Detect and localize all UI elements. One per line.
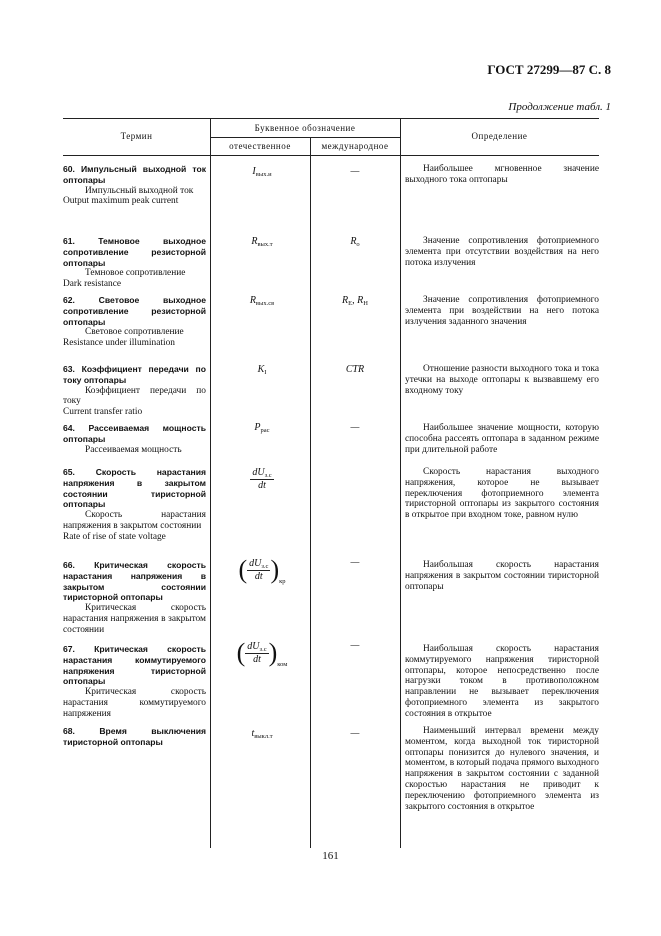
term-cell <box>63 236 206 290</box>
definition-cell: Наименьший интервал времени между моментом, когда выходной ток тиристорной оптопары понизится до нулевого значения, и моментом, в который подача прямого выходного напряжения в закрытом состоянии с заданной скоростью нарастания не приводит к переключению фотоприемного элемента из закрытого состояния в открытое <box>405 726 599 812</box>
fraction-denominator: dt <box>254 571 263 582</box>
domestic-symbol-cell <box>212 166 312 178</box>
international-symbol-cell <box>310 295 400 307</box>
symbol-subscript: о <box>356 241 360 248</box>
symbol <box>252 166 271 177</box>
domestic-symbol-cell <box>212 467 312 491</box>
term-cell <box>63 726 206 748</box>
international-symbol-cell <box>310 422 400 433</box>
right-paren: ) <box>268 638 278 667</box>
domestic-symbol-cell <box>212 236 312 248</box>
definition-cell: Значение сопротивления фотоприемного элемента при отсутствии воздействия на него потока излучения <box>405 236 599 268</box>
symbol-subscript: рас <box>260 427 270 434</box>
symbol <box>258 364 267 375</box>
definition-cell: Наибольшее мгновенное значение выходного тока оптопары <box>405 164 599 185</box>
left-paren: ( <box>238 555 248 584</box>
term-synonym: Световое сопротивление <box>85 327 184 338</box>
term-name: 60. Импульсный выходной ток оптопары <box>63 164 206 185</box>
symbol: — <box>350 557 360 568</box>
term-synonym: Темновое сопротивление <box>85 268 186 279</box>
definition-column-header: Определение <box>471 131 528 141</box>
letter-designation-header: Буквенное обозначение <box>254 123 356 133</box>
parenthesized-derivative <box>238 557 285 583</box>
symbol-main: R <box>251 236 258 247</box>
left-paren: ( <box>236 638 246 667</box>
symbol: — <box>350 640 360 651</box>
term-cell <box>63 295 206 349</box>
term-synonym: Current transfer ratio <box>63 407 143 418</box>
term-synonym: Коэффициент передачи по току <box>63 385 206 407</box>
table-continuation-label: Продолжение табл. 1 <box>508 101 611 113</box>
right-paren: ) <box>270 555 280 584</box>
symbol <box>251 728 272 739</box>
page-number: 161 <box>322 850 339 862</box>
parenthesized-derivative <box>237 640 288 666</box>
symbol-subscript: вых.и <box>255 171 272 178</box>
domestic-column-header: отечественное <box>229 141 291 151</box>
symbol-subscript: вых.св <box>255 300 275 307</box>
symbol-subscript: I <box>264 369 267 376</box>
international-symbol-cell <box>310 640 400 651</box>
term-synonym: Критическая скорость нарастания напряжения в закрытом состоянии <box>63 603 206 635</box>
international-symbol-cell <box>310 364 400 375</box>
domestic-symbol-cell <box>212 422 312 434</box>
symbol-subscript: выкл.т <box>254 733 273 740</box>
definition-cell: Отношение разности выходного тока и тока утечки на выходе оптопары к вызвавшему его входному току <box>405 364 599 396</box>
gost-header: ГОСТ 27299—87 С. 8 <box>487 62 611 77</box>
fraction <box>250 467 273 491</box>
definition-cell: Значение сопротивления фотоприемного элемента при воздействии на него потока излучения заданного значения <box>405 295 599 327</box>
fraction <box>245 641 268 665</box>
fraction-denominator: dt <box>253 654 261 665</box>
term-name: 65. Скорость нарастания напряжения в закрытом состоянии тиристорной оптопары <box>63 467 206 510</box>
definition-cell: Скорость нарастания выходного напряжения, которое не вызывает переключения фотоприемного элемента тиристорной оптопары из закрытого состояния в открытое при входном токе, равном нулю <box>405 467 599 521</box>
symbol-main: R <box>357 295 364 306</box>
term-cell <box>63 164 206 207</box>
symbol <box>250 295 274 306</box>
term-name: 68. Время выключения тиристорной оптопары <box>63 726 206 747</box>
domestic-symbol-cell <box>212 640 312 666</box>
symbol: CTR <box>345 364 365 375</box>
domestic-symbol-cell <box>212 295 312 307</box>
international-symbol-cell <box>310 557 400 568</box>
term-synonym: Resistance under illumination <box>63 338 175 349</box>
symbol <box>236 638 288 668</box>
symbol-main: K <box>257 364 265 375</box>
term-cell <box>63 467 206 543</box>
symbol <box>251 236 272 247</box>
symbol-subscript: вых.т <box>257 241 273 248</box>
symbol-subscript: H <box>363 300 368 307</box>
fraction-numerator: $dU_{з.с}$ <box>247 641 267 653</box>
term-synonym: Рассеиваемая мощность <box>85 444 182 455</box>
term-name: 61. Темновое выходное сопротивление резисторной оптопары <box>63 236 206 268</box>
international-symbol-cell <box>310 236 400 248</box>
symbol <box>350 236 359 247</box>
term-name: 66. Критическая скорость нарастания напряжения в закрытом состоянии тиристорной оптопары <box>63 560 206 603</box>
fraction-numerator: $dU_{з.с}$ <box>252 467 272 479</box>
symbol <box>254 422 269 433</box>
symbol-main: I <box>252 166 256 177</box>
term-column-header: Термин <box>120 131 153 141</box>
numerator-subscript: з.с <box>261 563 269 570</box>
symbol: — <box>350 422 360 433</box>
term-synonym: Rate of rise of state voltage <box>63 531 166 542</box>
symbol-main: R <box>342 295 349 306</box>
symbol: — <box>350 728 360 739</box>
numerator-subscript: з.с <box>264 472 272 479</box>
symbol-separator: , <box>352 295 358 306</box>
definition-cell: Наибольшая скорость нарастания коммутируемого напряжения тиристорной оптопары, которое непосредственно после нагрузки током в противоположном направлении не вызывает переключения фотоприемного элемента из закрытого состояния в открытое <box>405 644 599 719</box>
term-cell <box>63 423 206 455</box>
fraction-numerator: $dU_{з.с}$ <box>249 558 269 570</box>
domestic-symbol-cell <box>212 364 312 376</box>
symbol <box>238 555 286 585</box>
term-name: 62. Световое выходное сопротивление резисторной оптопары <box>63 295 206 327</box>
term-synonym: Output maximum peak current <box>63 196 179 207</box>
term-name: 64. Рассеиваемая мощность оптопары <box>63 423 206 444</box>
term-name: 63. Коэффициент передачи по току оптопары <box>63 364 206 385</box>
symbol-subscript: E <box>348 300 353 307</box>
term-name: 67. Критическая скорость нарастания коммутируемого напряжения тиристорной оптопары <box>63 644 206 687</box>
term-synonym: Критическая скорость нарастания коммутируемого напряжения <box>63 687 206 719</box>
symbol-main: t <box>251 728 255 739</box>
domestic-symbol-cell <box>212 557 312 583</box>
symbol-main: R <box>249 295 256 306</box>
definition-cell: Наибольшая скорость нарастания напряжения в закрытом состоянии тиристорной оптопары <box>405 560 599 592</box>
fraction <box>247 558 270 582</box>
numerator-subscript: з.с <box>259 646 267 653</box>
symbol <box>250 467 273 491</box>
symbol-main: R <box>350 236 357 247</box>
outer-subscript: ком <box>277 661 288 668</box>
term-synonym: Скорость нарастания напряжения в закрытом состоянии <box>63 510 206 531</box>
term-synonym: Импульсный выходной ток <box>85 185 194 196</box>
international-column-header: международное <box>321 141 389 151</box>
symbol: — <box>350 166 360 177</box>
international-symbol-cell <box>310 166 400 177</box>
symbol-main: P <box>254 422 261 433</box>
term-synonym: Dark resistance <box>63 279 122 290</box>
outer-subscript: кр <box>279 578 286 585</box>
international-symbol-cell <box>310 728 400 739</box>
term-cell <box>63 560 206 636</box>
symbol <box>342 295 368 306</box>
term-cell <box>63 364 206 418</box>
term-cell <box>63 644 206 720</box>
fraction-denominator: dt <box>258 480 266 491</box>
definition-cell: Наибольшее значение мощности, которую способна рассеять оптопара в заданном режиме при длительной работе <box>405 423 599 455</box>
domestic-symbol-cell <box>212 728 312 740</box>
